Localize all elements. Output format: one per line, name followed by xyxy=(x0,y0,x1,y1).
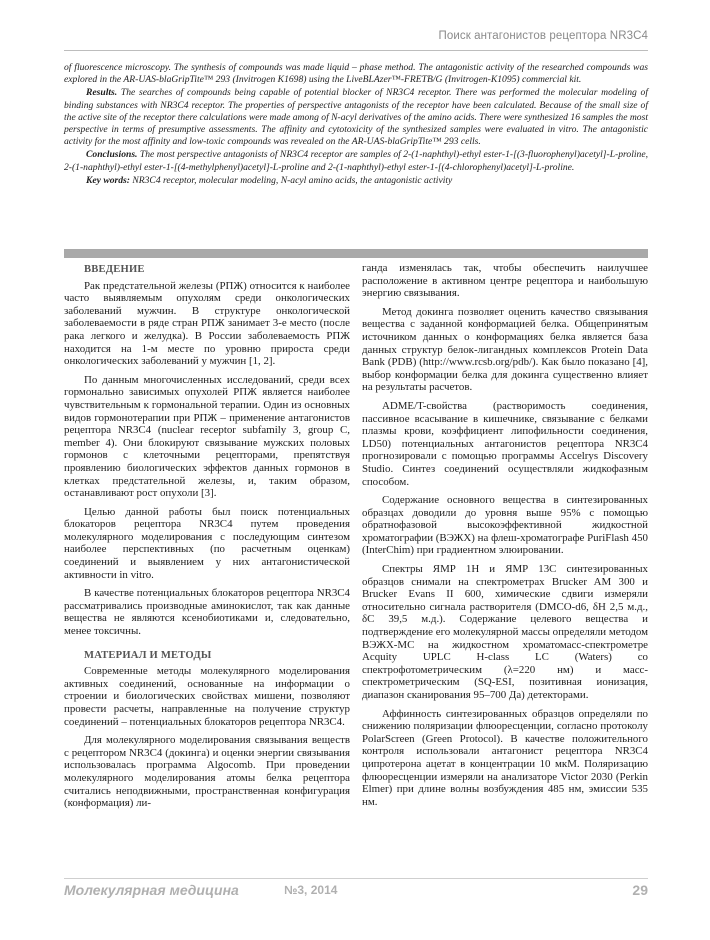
issue-number: №3, 2014 xyxy=(284,883,338,897)
paragraph: Целью данной работы был поиск потенциальных блокаторов рецептора NR3C4 путем проведения молекулярного моделирования с последующим синтезом наиболее перспективных (по расчетным оценкам) соединений и выявлением у них антагонистической активности in vitro. xyxy=(64,505,350,581)
paragraph: ганда изменялась так, чтобы обеспечить наилучшее расположение в активном центре рецептора и наибольшую энергию связывания. xyxy=(362,262,648,300)
paragraph: Метод докинга позволяет оценить качество связывания вещества с заданной конформацией белка. Общепринятым источником данных о конформациях белка является база данных структур белок-лигандных комплексов Protein Data Bank (PDB) (http://www.rcsb.org/pdb/). Как было показано [4], выбор конформации белка для докинга существенно влияет на результаты расчетов. xyxy=(362,305,648,394)
abstract xyxy=(64,62,648,188)
paragraph: Рак предстательной железы (РПЖ) относится к наиболее часто выявляемым опухолям среди онкологических заболеваний мужчин. В структуре онкологической заболеваемости в ряде стран РПЖ занимает 3-е место (после рака легкого и желудка). В России заболеваемость РПЖ находится на 1-м месте по уровню прироста среди онкологических заболеваний у мужчин [1, 2]. xyxy=(64,279,350,368)
paragraph: Современные методы молекулярного моделирования активных соединений, основанные на информации о строении и биологических свойствах мишени, позволяют провести расчеты, направленные на получение структур соединений – потенциальных блокаторов рецептора NR3C4. xyxy=(64,665,350,728)
keywords-text: NR3C4 receptor, molecular modeling, N-acyl amino acids, the antagonistic activity xyxy=(132,174,453,186)
journal-name: Молекулярная медицина xyxy=(64,882,239,898)
abstract-results xyxy=(64,87,648,148)
heading-methods: МАТЕРИАЛ И МЕТОДЫ xyxy=(84,649,212,661)
left-column xyxy=(64,262,350,870)
heading-introduction: ВВЕДЕНИЕ xyxy=(84,264,145,275)
paragraph: Аффинность синтезированных образцов определяли по снижению поляризации флюоресценции, согласно протоколу PolarScreen (Green Protocol). В качестве положительного контроля использовали антагонист рецептора NR3C4 ципротерона ацетат в концентрации 10 мкМ. Поляризацию флюоресценции измеряли на анализаторе Victor 2030 (Perkin Elmer) при длине волны возбуждения 485 нм, эмиссии 535 нм. xyxy=(362,707,648,808)
right-column xyxy=(362,262,648,870)
conclusions-label: Conclusions. xyxy=(86,149,138,161)
running-head: Поиск антагонистов рецептора NR3C4 xyxy=(438,30,648,42)
paragraph: Содержание основного вещества в синтезированных образцах доводили до уровня выше 95% с помощью обратнофазовой высокоэффективной жидкостной хроматографии (ВЭЖХ) на флеш-хроматографе PuriFlash 450 (InterChim) при градиентном элюировании. xyxy=(362,494,648,557)
header-rule xyxy=(64,50,648,51)
paragraph: По данным многочисленных исследований, среди всех гормонально зависимых опухолей РПЖ является наиболее чувствительным к гормональной терапии. Один из основных видов гормонотерапии при РПЖ – применение антагонистов рецептора NR3C4 (nuclear receptor subfamily 3, group C, member 4). Они блокируют связывание мужских половых гормонов с клеточными рецепторами, препятствуя проявлению биологических эффектов данных гормонов в клетках предстательной железы, и, таким образом, останавливают рост опухоли [3]. xyxy=(64,373,350,500)
paragraph: Спектры ЯМР 1Н и ЯМР 13С синтезированных образцов снимали на спектрометрах Brucker AM 300 и Brucker Evans II 600, химические сдвиги измеряли относительно сигнала растворителя (DMCO-d6, δH 2,5 м.д., δC 39,5 м.д.). Содержание целевого вещества и подтверждение его молекулярной массы определяли методом ВЭЖХ-МС на жидкостном хроматомасс-спектрометре Acquity UPLC H-class LC (Waters) со спектрофотометрическим (λ=220 нм) и масс-спектрометрическим (SQ-ESI, позитивная ионизация, диапазон сканирования 95–700 Да) детекторами. xyxy=(362,563,648,701)
page-number: 29 xyxy=(632,882,648,898)
abstract-conclusions xyxy=(64,149,648,173)
section-divider-band xyxy=(64,249,648,258)
results-text: The searches of compounds being capable of potential blocker of NR3C4 receptor. There was performed the molecular modeling of binding substances with NR3C4 receptor. The properties of perspective antagonists of the receptor have been calculated. Because of the small size of the active site of the receptor there calculations were made among of N-acyl derivatives of the amino acids. There were synthesized 16 samples the most perspective in terms of presumptive assessments. The affinity and cytotoxicity of the synthesized samples were evaluated in vitro. The antagonistic activity for the most affinity and low-toxic compounds was revealed on the AR-UAS-blaGripTite™ 293 cells. xyxy=(64,87,648,148)
abstract-methods-tail: of fluorescence microscopy. The synthesis of compounds was made liquid – phase method. The antagonistic activity of the researched compounds was explored in the AR-UAS-blaGripTite™ 293 (Invitrogen K1698) using the LiveBLAzer™-FRETB/G (Invitrogen-K1095) commercial kit. xyxy=(64,62,648,86)
results-label: Results. xyxy=(86,87,118,99)
footer-rule xyxy=(64,878,648,879)
conclusions-text: The most perspective antagonists of NR3C4 receptor are samples of 2-(1-naphthyl)-ethyl ester-1-[(3-fluorophenyl)acetyl]-L-proline, 2-(1-naphthyl)-ethyl ester-1-[(4-methylphenyl)acetyl]-L-proline and 2-(1-naphthyl)-ethyl ester-1-[(4-chlorophenyl)acetyl]-L-proline. xyxy=(64,149,648,173)
keywords-label: Key words: xyxy=(86,174,130,186)
abstract-keywords xyxy=(64,175,648,187)
paragraph: ADME/T-свойства (растворимость соединения, пассивное всасывание в кишечнике, связывание с белками плазмы крови, коэффициент липофильности соединения, LD50) потенциальных антагонистов рецептора NR3C4 прогнозировали с помощью программы Accelrys Discovery Studio. Синтез соединений осуществляли жидкофазным способом. xyxy=(362,399,648,488)
paragraph: В качестве потенциальных блокаторов рецептора NR3C4 рассматривались производные аминокислот, так как данные вещества не являются ксенобиотиками и, следовательно, менее токсичны. xyxy=(64,587,350,638)
footer xyxy=(64,882,648,902)
body-columns xyxy=(64,262,648,870)
paragraph: Для молекулярного моделирования связывания веществ с рецептором NR3C4 (докинга) и оценки энергии связывания использовалась программа Algocomb. При проведении молекулярного моделирования атомы белка рецептора считались неподвижными, пространственная конфигурация (конформация) ли- xyxy=(64,734,350,810)
